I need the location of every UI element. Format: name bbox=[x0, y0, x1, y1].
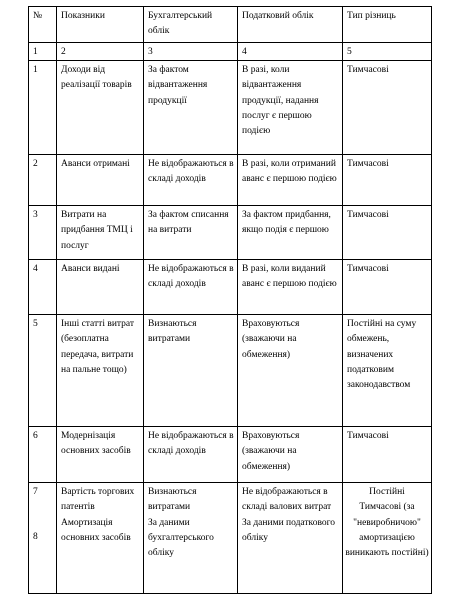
table-row bbox=[28, 205, 432, 260]
column-number-4: 4 bbox=[237, 43, 342, 61]
accounting-cell bbox=[143, 483, 237, 593]
table-row bbox=[28, 154, 432, 206]
table-row bbox=[28, 482, 432, 594]
row-number: 6 bbox=[28, 427, 56, 483]
tax-cell: За фактом придбання, якщо подія є першою bbox=[237, 206, 342, 260]
table-row bbox=[28, 314, 432, 427]
indicator-cell: Доходи від реалізації товарів bbox=[56, 61, 143, 155]
accounting-cell: Визнаються витратами bbox=[143, 315, 237, 427]
difference-type-cell: Тимчасові bbox=[342, 260, 432, 315]
accounting-depreciation: За даними бухгалтерського обліку bbox=[148, 517, 214, 559]
accounting-cell: Не відображаються в складі доходів bbox=[143, 427, 237, 483]
row-number-8: 8 bbox=[33, 532, 38, 543]
header-accounting: Бухгалтерський облік bbox=[143, 7, 237, 43]
tax-depreciation: За даними податкового обліку bbox=[242, 517, 336, 543]
difference-type-cell: Тимчасові bbox=[342, 61, 432, 155]
table-row bbox=[28, 426, 432, 483]
header-number: № bbox=[28, 7, 56, 43]
table-row bbox=[28, 259, 432, 315]
indicator-cell: Інші статті витрат (безоплатна передача, витрати на пальне тощо) bbox=[56, 315, 143, 427]
row-number bbox=[28, 483, 56, 593]
difference-type-cell: Постійні на суму обмежень, визначених податковим законодавством bbox=[342, 315, 432, 427]
type-patents: Постійні bbox=[369, 487, 405, 497]
row-number: 2 bbox=[28, 155, 56, 206]
row-number: 5 bbox=[28, 315, 56, 427]
tax-cell: Враховуються (зважаючи на обмеження) bbox=[237, 315, 342, 427]
difference-type-cell bbox=[342, 483, 432, 593]
indicator-cell: Аванси видані bbox=[56, 260, 143, 315]
column-number-2: 2 bbox=[56, 43, 143, 61]
table-header-row bbox=[28, 6, 432, 43]
accounting-patents: Визнаються витратами bbox=[148, 487, 197, 513]
row-number: 4 bbox=[28, 260, 56, 315]
column-number-1: 1 bbox=[28, 43, 56, 61]
row-number: 1 bbox=[28, 61, 56, 155]
header-indicators: Показники bbox=[56, 7, 143, 43]
indicator-cell: Модернізація основних засобів bbox=[56, 427, 143, 483]
tax-cell: В разі, коли отриманий аванс є першою подією bbox=[237, 155, 342, 206]
indicator-patents: Вартість торгових патентів bbox=[61, 487, 135, 513]
type-depreciation: Тимчасові (за "невиробничою" амортизацією виникають постійні) bbox=[345, 502, 429, 559]
difference-type-cell: Тимчасові bbox=[342, 155, 432, 206]
column-number-5: 5 bbox=[342, 43, 432, 61]
indicator-cell bbox=[56, 483, 143, 593]
indicator-cell: Аванси отримані bbox=[56, 155, 143, 206]
indicator-cell: Витрати на придбання ТМЦ і послуг bbox=[56, 206, 143, 260]
tax-cell: В разі, коли відвантаження продукції, надання послуг є першою подією bbox=[237, 61, 342, 155]
accounting-cell: Не відображаються в складі доходів bbox=[143, 260, 237, 315]
accounting-cell: За фактом відвантаження продукції bbox=[143, 61, 237, 155]
column-numbering-row bbox=[28, 42, 432, 61]
row-number-7: 7 bbox=[33, 487, 38, 497]
column-number-3: 3 bbox=[143, 43, 237, 61]
header-tax: Податковий облік bbox=[237, 7, 342, 43]
tax-patents: Не відображаються в складі валових витрат bbox=[242, 487, 332, 513]
accounting-cell: За фактом списання на витрати bbox=[143, 206, 237, 260]
indicator-depreciation: Амортизація основних засобів bbox=[61, 517, 131, 543]
accounting-cell: Не відображаються в складі доходів bbox=[143, 155, 237, 206]
tax-cell bbox=[237, 483, 342, 593]
difference-type-cell: Тимчасові bbox=[342, 427, 432, 483]
header-difference-type: Тип різниць bbox=[342, 7, 432, 43]
tax-cell: В разі, коли виданий аванс є першою подією bbox=[237, 260, 342, 315]
tax-cell: Враховуються (зважаючи на обмеження) bbox=[237, 427, 342, 483]
difference-type-cell: Тимчасові bbox=[342, 206, 432, 260]
row-number: 3 bbox=[28, 206, 56, 260]
table-row bbox=[28, 60, 432, 155]
